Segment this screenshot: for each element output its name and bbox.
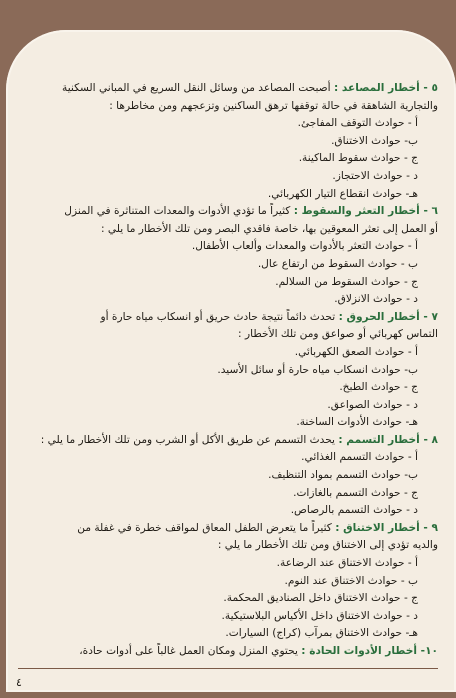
section-8-item-b: ب- حوادث التسمم بمواد التنظيف. <box>268 469 418 482</box>
section-7-heading: ٧ - أخطار الحروق : <box>338 310 438 323</box>
document-body <box>14 80 438 661</box>
section-8-item-a: أ - حوادث التسمم الغذائي. <box>301 451 418 464</box>
section-10-text: يحتوي المنزل ومكان العمل غالباً على أدوات حادة، <box>79 645 302 657</box>
section-10-heading: ١٠- أخطار الأدوات الحادة : <box>301 645 438 657</box>
page-number: ٤ <box>16 676 22 689</box>
section-9-item-c: ج - حوادث الاختناق داخل الصناديق المحكمة. <box>223 592 418 605</box>
section-7-line-2: التماس كهربائي أو صواعق ومن تلك الأخطار : <box>238 328 438 341</box>
section-6-item-a: أ - حوادث التعثر بالأدوات والمعدات وألعاب الأطفال. <box>191 240 418 253</box>
section-6-line-1 <box>14 203 438 221</box>
section-6-text: كثيراً ما تؤدي الأدوات والمعدات المتناثرة في المنزل <box>64 205 294 218</box>
section-6-item-d: د - حوادث الانزلاق. <box>334 293 418 306</box>
section-8-item-c: ج - حوادث التسمم بالغازات. <box>293 486 418 499</box>
section-10-line-1 <box>14 643 438 661</box>
section-5-item-a: أ - حوادث التوقف المفاجئ. <box>297 117 418 130</box>
section-5-line-2: والتجارية الشاهقة في حالة توقفها ترهق الساكنين وتزعجهم ومن مخاطرها : <box>109 99 438 112</box>
section-8-item-d: د - حوادث التسمم بالرصاص. <box>290 504 418 517</box>
section-5-item-b: ب- حوادث الاختناق. <box>331 134 418 147</box>
section-7-item-b: ب- حوادث انسكاب مياه حارة أو سائل الأسيد. <box>217 363 418 376</box>
section-9-line-2: والديه تؤدي إلى الاختناق ومن تلك الأخطار ما يلي : <box>217 539 438 552</box>
section-7-item-c: ج - حوادث الطبخ. <box>339 381 418 394</box>
section-9-text: كثيراً ما يتعرض الطفل المعاق لمواقف خطرة في غفلة من <box>77 521 336 534</box>
section-7-item-e: هـ- حوادث الأدوات الساخنة. <box>296 416 418 429</box>
section-9-item-b: ب - حوادث الاختناق عند النوم. <box>284 574 418 587</box>
section-9-heading: ٩ - أخطار الاختناق : <box>335 521 438 534</box>
section-7-text: تحدث دائماً نتيجة حادث حريق أو انسكاب مياه حارة أو <box>100 310 339 323</box>
section-5-item-d: د - حوادث الاحتجاز. <box>332 169 418 182</box>
section-7-line-1 <box>14 309 438 327</box>
section-6-line-2: أو العمل إلى تعثر المعوقين بها، خاصة فاقدي البصر ومن تلك الأخطار ما يلي : <box>100 222 438 235</box>
section-5-item-c: ج - حوادث سقوط الماكينة. <box>298 152 418 165</box>
section-8-line-1 <box>14 432 438 450</box>
section-9-line-1 <box>14 520 438 538</box>
section-7-item-d: د - حوادث الصواعق. <box>327 398 418 411</box>
section-5-heading: ٥ - أخطار المصاعد : <box>333 82 438 94</box>
section-9-item-a: أ - حوادث الاختناق عند الرضاعة. <box>276 557 418 570</box>
section-9-item-e: هـ- حوادث الاختناق بمرآب (كراج) السيارات. <box>225 627 418 640</box>
footer-divider <box>18 668 438 669</box>
section-8-text: يحدث التسمم عن طريق الأكل أو الشرب ومن تلك الأخطار ما يلي : <box>40 433 339 446</box>
section-8-heading: ٨ - أخطار التسمم : <box>338 433 438 446</box>
section-5-text: أصبحت المصاعد من وسائل النقل السريع في المباني السكنية <box>62 82 334 94</box>
section-7-item-a: أ - حوادث الصعق الكهربائي. <box>294 345 418 358</box>
section-6-heading: ٦ - أخطار التعثر والسقوط : <box>293 205 438 218</box>
section-6-item-b: ب - حوادث السقوط من ارتفاع عال. <box>257 257 418 270</box>
section-6-item-c: ج - حوادث السقوط من السلالم. <box>275 275 418 288</box>
section-5-line-1 <box>14 80 438 98</box>
section-5-item-e: هـ- حوادث انقطاع التيار الكهربائي. <box>267 187 418 200</box>
section-9-item-d: د - حوادث الاختناق داخل الأكياس البلاستيكية. <box>221 609 418 622</box>
